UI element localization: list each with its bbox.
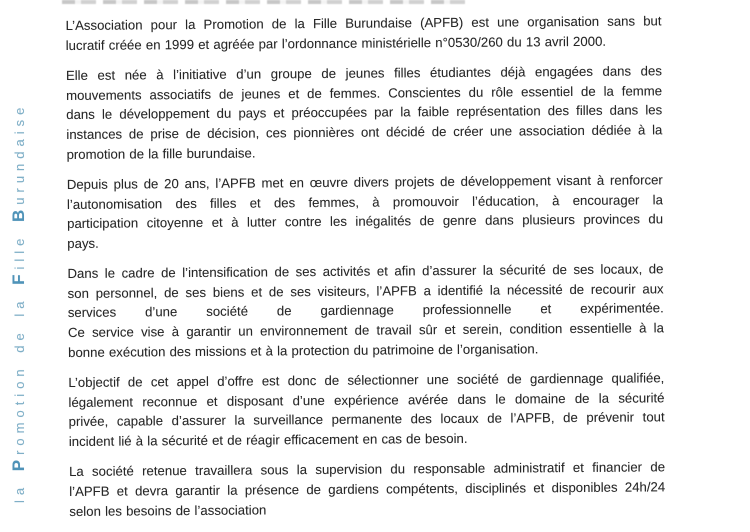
paragraph: [65, 11, 661, 55]
text-line: Dans le cadre de l’intensification de ses activités et afin d’assurer la sécurité de ses locaux, de: [67, 261, 664, 282]
sidebar-capital-letter: F: [9, 269, 28, 285]
paragraph: [68, 368, 665, 451]
text-line: instances de prise de décision, ces pionnières ont décidé de créer une association dédiée à la: [66, 122, 663, 142]
sidebar-capital-letter: P: [9, 454, 28, 472]
text-line: l’autonomisation des filles et des femmes, à promouvoir l’éducation, à encourager la: [66, 191, 663, 212]
text-line: son personnel, de ses biens et de ses visiteurs, l’APFB a identifié la nécessité de recourir aux: [67, 281, 664, 301]
text-line: L’objectif de cet appel d’offre est donc de sélectionner une société de gardiennage qualifiée,: [68, 370, 665, 390]
text-line: privée, capable d’assurer la surveillance permanente des locaux de l’APFB, de prévenir tout: [68, 409, 665, 430]
text-line: La société retenue travaillera sous la supervision du responsable administratif et financier de: [68, 459, 666, 480]
text-line: bonne exécution des missions et à la protection du patrimoine de l’organisation.: [68, 341, 539, 360]
text-line: selon les besoins de l’association: [69, 502, 267, 519]
paragraph: [67, 170, 664, 253]
text-line: légalement reconnue et disposant d’une expérience avérée dans le domaine de la sécurité: [68, 390, 665, 410]
paragraph: [67, 259, 664, 362]
text-line: lucratif créée en 1999 et agréée par l’ordonnance ministérielle n°0530/260 du 13 avril 2000.: [65, 33, 607, 53]
text-line: Elle est née à l’initiative d’un groupe de jeunes filles étudiantes déjà engagées dans des: [65, 63, 662, 83]
sidebar-capital-letter: B: [9, 204, 28, 223]
text-line: pays.: [67, 235, 99, 251]
text-line: Ce service vise à garantir un environnement de travail sûr et serein, condition essentielle à la: [67, 320, 664, 341]
document-body-text: [65, 0, 665, 532]
text-line: mouvements associatifs de jeunes et de femmes. Conscientes du rôle essentiel de la femme: [66, 82, 663, 103]
text-line: L’Association pour la Promotion de la Fille Burundaise (APFB) est une organisation sans but: [65, 13, 662, 34]
text-line: Depuis plus de 20 ans, l’APFB met en œuvre divers projets de développement visant à renforcer: [66, 172, 663, 192]
text-line: services d’une société de gardiennage professionnelle et expérimentée.: [67, 300, 664, 321]
text-line: l’APFB et devra garantir la présence de gardiens compétents, disciplinés et disponibles 24h/24: [69, 479, 666, 499]
text-line: dans le développement du pays et préoccupées par la faible représentation des filles dans les: [66, 102, 663, 123]
text-line: promotion de la fille burundaise.: [66, 145, 256, 162]
text-line: participation citoyenne et à lutter contre les inégalités de genre dans plusieurs provinces du: [67, 211, 664, 232]
paragraph: [69, 458, 665, 522]
text-line: incident lié à la sécurité et de réagir efficacement en cas de besoin.: [68, 430, 468, 450]
sidebar-vertical-text: la Promotion de la Fille Burundaise: [9, 102, 28, 503]
paragraph: [66, 61, 663, 164]
